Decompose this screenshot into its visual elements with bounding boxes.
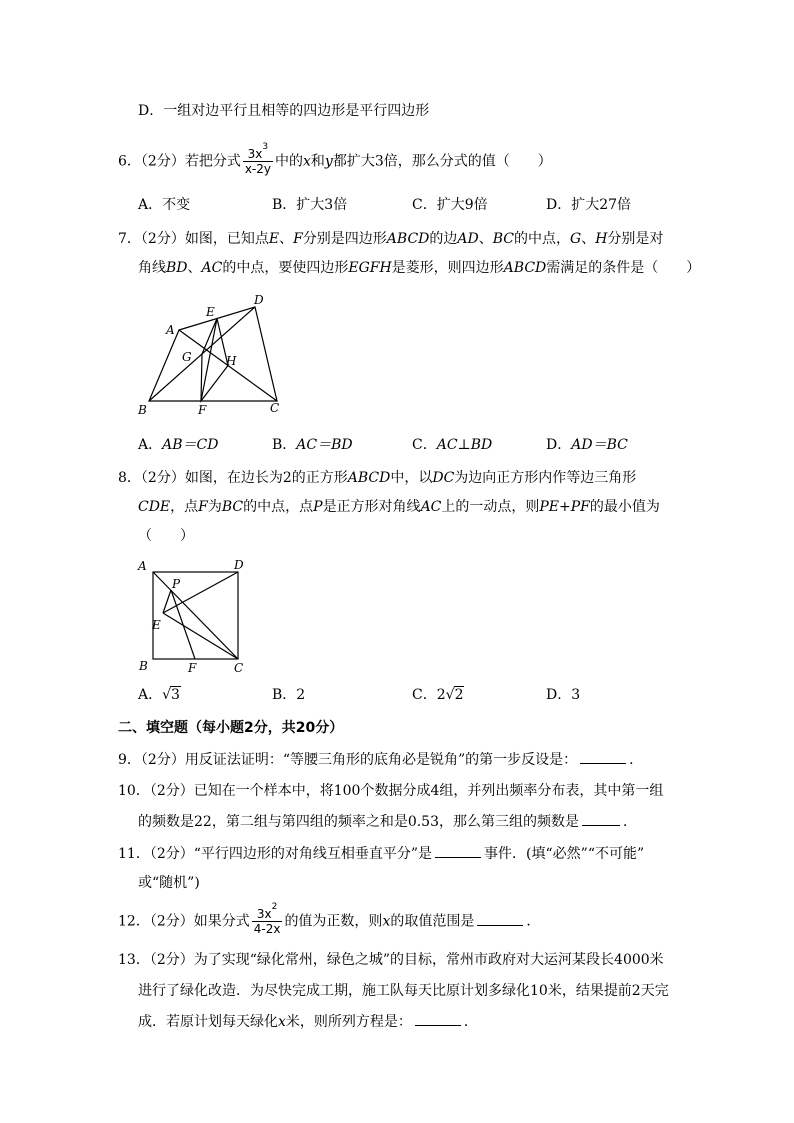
q7-option-c-label: C． bbox=[412, 437, 437, 453]
q5-option-d: D．一组对边平行且相等的四边形是平行四边形 bbox=[138, 103, 430, 119]
q12-prefix: 12．（2分）如果分式 bbox=[118, 913, 250, 930]
q7-text: 是菱形，则四边形 bbox=[391, 260, 504, 276]
question-9 bbox=[118, 749, 643, 770]
q6-fraction bbox=[243, 142, 273, 176]
q7-diag-ac: AC bbox=[201, 260, 223, 276]
q8-triangle-cde: CDE bbox=[138, 499, 171, 515]
q7-label-b: B bbox=[138, 403, 147, 417]
question-8-line-3: （ ） bbox=[138, 528, 194, 544]
q7-label-f: F bbox=[198, 403, 207, 417]
q8-segment-pf bbox=[171, 590, 195, 659]
q7-text: 的中点， bbox=[514, 231, 570, 247]
q7-label-c: C bbox=[270, 401, 280, 415]
q7-point-e: E bbox=[268, 231, 280, 247]
section-2-title: 二、填空题（每小题2分，共20分） bbox=[118, 720, 344, 736]
q7-sep: 、 bbox=[581, 231, 596, 247]
q8-side-dc: DC bbox=[432, 470, 455, 486]
q6-text-b: 和 bbox=[310, 153, 325, 170]
question-11-line-1 bbox=[118, 843, 644, 864]
q7-sep: 、 bbox=[279, 231, 294, 247]
q12-fraction bbox=[252, 902, 283, 936]
q7-label-h: H bbox=[226, 354, 237, 368]
q10-end: ． bbox=[623, 814, 637, 830]
q8-option-c-label: C． bbox=[412, 687, 437, 703]
q6-text-a: 中的 bbox=[275, 153, 303, 170]
q8-label-e: E bbox=[152, 618, 161, 632]
q6-text-c: 都扩大3倍，那么分式的值（ ） bbox=[332, 153, 552, 170]
q12-text-a: 的值为正数，则 bbox=[284, 913, 383, 930]
q13-text: 成．若原计划每天绿化 bbox=[138, 1014, 278, 1030]
q8-diag-ac: AC bbox=[420, 499, 442, 515]
q8-label-a: A bbox=[138, 559, 147, 573]
q12-frac-num-exp: 2 bbox=[271, 902, 278, 912]
q12-var-x: x bbox=[382, 913, 391, 930]
q11-text: 事件．(填“必然”“不可能” bbox=[484, 846, 645, 862]
q7-option-d bbox=[546, 435, 628, 455]
q8-text: 中，以 bbox=[390, 470, 433, 486]
q6-option-c: C．扩大9倍 bbox=[412, 197, 488, 213]
q6-option-b: B．扩大3倍 bbox=[272, 197, 348, 213]
q8-label-c: C bbox=[234, 661, 244, 675]
q8-diagonal-ac bbox=[153, 572, 238, 659]
q11-answer-blank[interactable] bbox=[435, 843, 481, 858]
question-8-line-1 bbox=[118, 468, 636, 488]
q12-frac-num: 3x bbox=[256, 907, 272, 921]
q7-option-a bbox=[138, 435, 218, 455]
question-7-line-1 bbox=[118, 229, 663, 249]
q6-var-x: x bbox=[303, 153, 311, 170]
q8-point-f: F bbox=[198, 499, 208, 515]
q7-sep: 、 bbox=[187, 260, 202, 276]
q6-frac-num-exp: 3 bbox=[262, 142, 269, 152]
q6-frac-den: x-2y bbox=[244, 162, 271, 176]
question-10-line-2 bbox=[138, 811, 637, 832]
q7-side-ad: AD bbox=[457, 231, 479, 247]
q7-label-g: G bbox=[182, 350, 192, 364]
q10-text: 的频数是22，第二组与第四组的频率之和是0.53，那么第三组的频数是 bbox=[138, 814, 579, 830]
q12-frac-den: 4-2x bbox=[253, 922, 281, 936]
q7-option-d-label: D． bbox=[546, 437, 572, 453]
q6-var-y: y bbox=[324, 153, 333, 170]
q12-answer-blank[interactable] bbox=[477, 911, 523, 926]
q8-label-d: D bbox=[234, 558, 244, 572]
q8-text: 上的一动点，则 bbox=[441, 499, 540, 515]
q8-text: 是正方形对角线 bbox=[322, 499, 421, 515]
q8-text: 为 bbox=[207, 499, 222, 515]
q7-text: 分别是四边形 bbox=[302, 231, 387, 247]
question-7-line-2 bbox=[138, 258, 700, 278]
q13-end: ． bbox=[463, 1014, 478, 1030]
q7-sep: 、 bbox=[478, 231, 493, 247]
q7-option-b-label: B． bbox=[272, 437, 297, 453]
q7-text: 需满足的条件是（ ） bbox=[546, 260, 701, 276]
q9-end: ． bbox=[629, 752, 644, 768]
question-13-line-1: 13．（2分）为了实现“绿化常州，绿色之城”的目标，常州市政府对大运河某段长4000米 bbox=[118, 952, 664, 968]
q6-option-a: A．不变 bbox=[138, 197, 191, 213]
q7-quad-abcd: ABCD bbox=[503, 260, 547, 276]
q8-label-p: P bbox=[172, 577, 181, 591]
q8-point-p: P bbox=[313, 499, 323, 515]
q7-quad-abcd: ABCD bbox=[386, 231, 430, 247]
q8-option-a-radicand: 3 bbox=[171, 687, 180, 703]
q8-option-a bbox=[138, 685, 181, 705]
q8-option-b bbox=[272, 685, 305, 705]
q7-option-b-expr: AC＝BD bbox=[296, 437, 353, 453]
q7-text: 角线 bbox=[138, 260, 166, 276]
q13-text: 米，则所列方程是： bbox=[285, 1014, 412, 1030]
q7-option-a-expr: AB＝CD bbox=[162, 437, 219, 453]
q13-var-x: x bbox=[278, 1014, 286, 1030]
q8-option-c bbox=[412, 685, 464, 705]
q12-text-b: 的取值范围是 bbox=[390, 913, 475, 930]
q6-frac-num: 3x bbox=[247, 147, 263, 161]
q8-figure bbox=[134, 556, 254, 678]
q7-point-f: F bbox=[293, 231, 303, 247]
q8-option-b-value: 2 bbox=[296, 687, 306, 703]
q7-point-g: G bbox=[570, 231, 582, 247]
q7-label-a: A bbox=[166, 323, 175, 337]
question-13-line-2: 进行了绿化改造．为尽快完成工期，施工队每天比原计划多绿化10米，结果提前2天完 bbox=[138, 983, 669, 999]
q8-option-d-label: D． bbox=[546, 687, 572, 703]
q6-prefix: 6．（2分）若把分式 bbox=[118, 153, 241, 170]
q8-option-b-label: B． bbox=[272, 687, 297, 703]
q7-segment-ef bbox=[201, 319, 217, 402]
q7-text: 分别是对 bbox=[607, 231, 664, 247]
question-11-line-2: 或“随机”) bbox=[138, 875, 200, 891]
q8-square-abcd: ABCD bbox=[347, 470, 391, 486]
question-6 bbox=[118, 142, 552, 176]
q8-option-d-value: 3 bbox=[571, 687, 581, 703]
q9-text: 9．（2分）用反证法证明：“等腰三角形的底角必是锐角”的第一步反设是： bbox=[118, 752, 578, 768]
q7-figure bbox=[130, 288, 300, 423]
q8-side-bc: BC bbox=[221, 499, 244, 515]
q7-option-b bbox=[272, 435, 353, 455]
q8-label-b: B bbox=[139, 659, 148, 673]
question-8-line-2 bbox=[138, 497, 660, 517]
q9-answer-blank[interactable] bbox=[580, 749, 626, 764]
q8-text: ，点 bbox=[170, 499, 199, 515]
q7-option-a-label: A． bbox=[138, 437, 163, 453]
q7-option-c-expr: AC⊥BD bbox=[436, 437, 493, 453]
question-13-line-3 bbox=[138, 1011, 478, 1032]
q13-answer-blank[interactable] bbox=[415, 1011, 461, 1026]
q7-text: 的边 bbox=[429, 231, 458, 247]
q12-end: ． bbox=[526, 913, 541, 930]
q8-option-a-label: A． bbox=[138, 687, 163, 703]
q8-text: 的最小值为 bbox=[589, 499, 660, 515]
question-10-line-1: 10．（2分）已知在一个样本中，将100个数据分成4组，并列出频率分布表，其中第一组 bbox=[118, 783, 664, 799]
q8-option-c-coef: 2 bbox=[436, 687, 446, 703]
q7-text: 的中点，要使四边形 bbox=[222, 260, 349, 276]
q8-expr-pe-pf: PE+PF bbox=[539, 499, 590, 515]
q11-text: 11．（2分）“平行四边形的对角线互相垂直平分”是 bbox=[118, 846, 433, 862]
q10-answer-blank[interactable] bbox=[582, 811, 620, 826]
q8-text: 8．（2分）如图，在边长为2的正方形 bbox=[118, 470, 348, 486]
q7-diag-bd: BD bbox=[166, 260, 188, 276]
q7-quad-egfh: EGFH bbox=[348, 260, 392, 276]
q8-label-f: F bbox=[188, 661, 197, 675]
q8-option-d bbox=[546, 685, 580, 705]
q8-option-c-radicand: 2 bbox=[454, 687, 464, 703]
question-12 bbox=[118, 902, 541, 936]
q7-option-c bbox=[412, 435, 492, 455]
q7-side-bc: BC bbox=[492, 231, 514, 247]
q7-option-d-expr: AD＝BC bbox=[571, 437, 628, 453]
q8-text: 为边向正方形内作等边三角形 bbox=[454, 470, 637, 486]
q8-text: 的中点，点 bbox=[243, 499, 314, 515]
q6-option-d: D．扩大27倍 bbox=[546, 197, 632, 213]
q7-label-e: E bbox=[206, 305, 215, 319]
q7-text: 7．（2分）如图，已知点 bbox=[118, 231, 269, 247]
q7-label-d: D bbox=[254, 293, 264, 307]
q8-option-a-sqrt: √3 bbox=[162, 687, 180, 703]
q8-option-c-sqrt: √2 bbox=[445, 687, 464, 703]
q7-point-h: H bbox=[595, 231, 608, 247]
